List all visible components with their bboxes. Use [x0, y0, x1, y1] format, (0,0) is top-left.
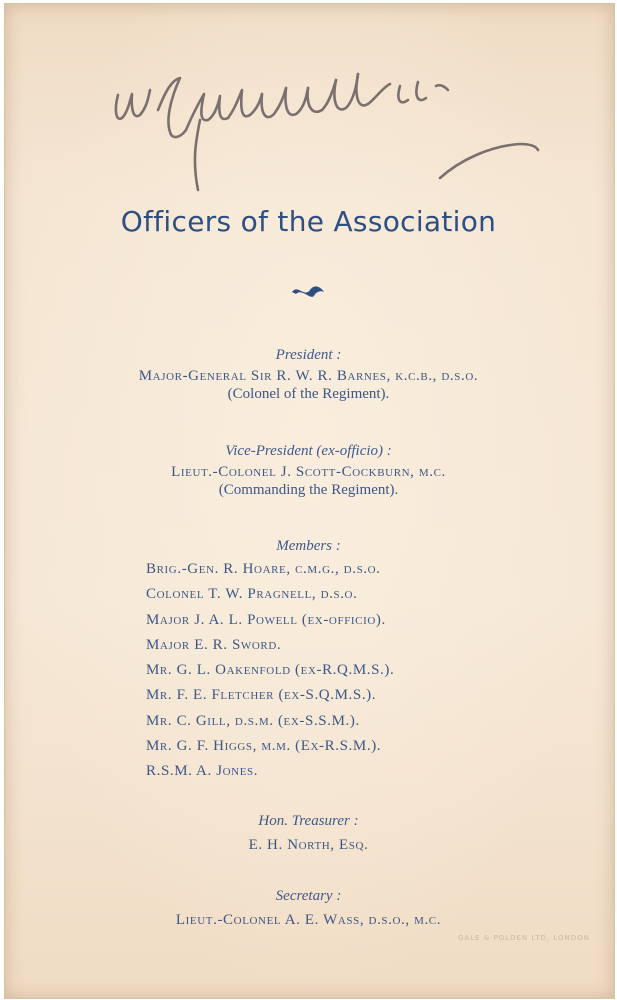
list-item: Mr. F. E. Fletcher (ex-S.Q.M.S.). — [146, 687, 377, 704]
signature — [100, 60, 560, 210]
president-note: (Colonel of the Regiment). — [227, 386, 390, 402]
president-section — [0, 346, 617, 403]
vice-president-role: Vice-President (ex-officio) : — [225, 443, 392, 459]
president-name: Major-General Sir R. W. R. Barnes, k.c.b., d.s.o. — [138, 368, 479, 384]
members-heading — [0, 537, 617, 555]
members-role: Members : — [276, 538, 341, 554]
list-item: Major E. R. Sword. — [146, 636, 282, 653]
list-item: Brig.-Gen. R. Hoare, c.m.g., d.s.o. — [146, 561, 381, 577]
secretary-name: Lieut.-Colonel A. E. Wass, d.s.o., m.c. — [175, 912, 442, 928]
secretary-section — [0, 887, 617, 929]
list-item: Mr. G. L. Oakenfold (ex-R.Q.M.S.). — [146, 662, 395, 679]
list-item: R.S.M. A. Jones. — [146, 763, 259, 780]
vice-president-note: (Commanding the Regiment). — [218, 482, 399, 498]
page-title: Officers of the Association — [120, 205, 497, 238]
list-item: Colonel T. W. Pragnell, d.s.o. — [146, 586, 358, 603]
secretary-role: Secretary : — [275, 888, 342, 904]
members-list — [146, 558, 394, 786]
president-role: President : — [275, 347, 342, 363]
vice-president-name: Lieut.-Colonel J. Scott-Cockburn, m.c. — [171, 464, 446, 480]
flourish-ornament-icon — [288, 280, 328, 302]
vice-president-section — [0, 442, 617, 499]
list-item: Major J. A. L. Powell (ex-officio). — [146, 611, 386, 628]
treasurer-role: Hon. Treasurer : — [258, 813, 359, 829]
list-item: Mr. G. F. Higgs, m.m. (Ex-R.S.M.). — [146, 738, 382, 755]
treasurer-section — [0, 812, 617, 854]
treasurer-name: E. H. North, Esq. — [248, 837, 369, 853]
printer-imprint: GALE & POLDEN LTD, LONDON — [458, 934, 590, 942]
list-item: Mr. C. Gill, d.s.m. (ex-S.S.M.). — [146, 712, 360, 729]
